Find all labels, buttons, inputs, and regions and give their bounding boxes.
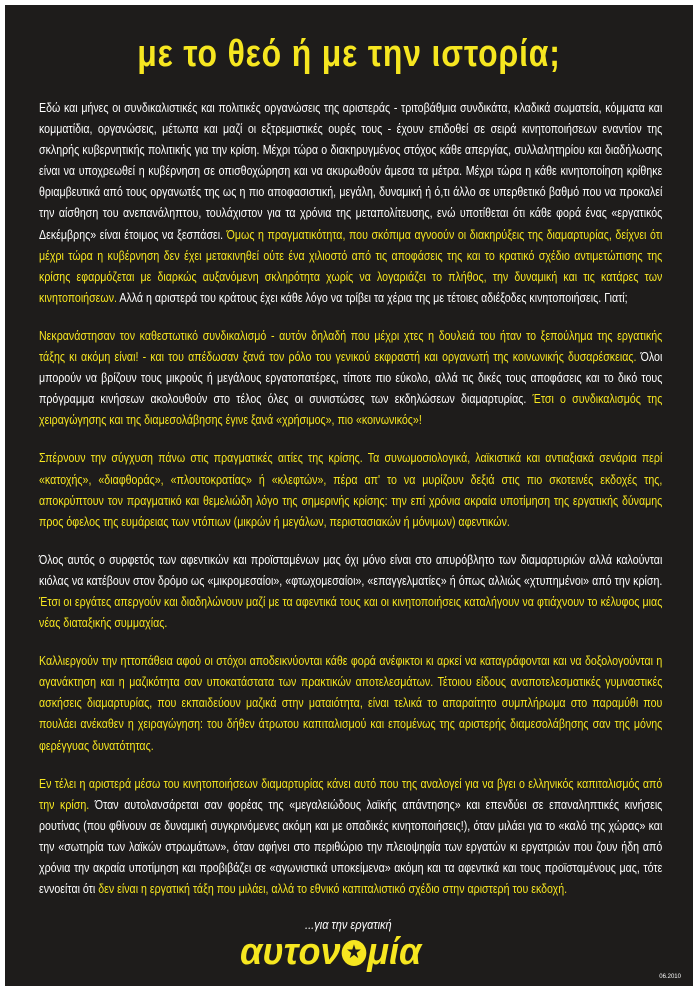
paragraph-text: Όταν αυτολανσάρεται σαν φορέας της «μεγαλειώδους λαϊκής απάντησης» και επενδύει σε επαναληπτικές κινήσεις ρουτίνας (που φθίνουν σε δυναμική συγκρινόμενες ακόμη και με οπαδικές κινητοποιήσεις!), όταν μιλάει για το «καλό της χώρας» και την «σωτηρία των λαϊκών στρωμάτων», όταν αφήνει στο περιθώριο την πλειοψηφία των εργατών κι εργατριών που ζουν ήδη από χρόνια την ακραία υποτίμηση και προβιβάζει σε «αγωνιστικά υποκείμενα» ακόμη και τα αφεντικά και τους προϊσταμένους μας, τότε εννοείται ότι	[39, 796, 663, 897]
paragraph-highlight: Όμως η πραγματικότητα, που σκόπιμα αγνοούν οι διακηρύξεις της διαμαρτυρίας, δείχνει ότι μέχρι τώρα η κυβέρνηση δεν έχει μετακινηθεί ούτε ένα χιλιοστό από τις αποφάσεις της και το κρατικό σχέδιο αντιμετώπισης της κρίσης εφαρμόζεται με διαρκώς αυξανόμενη σκληρότητα χωρίς να λογαριάζει το πλήθος, την δυναμική και τις κατάρες των κινητοποιήσεων.	[39, 226, 663, 305]
logo-text-end: μία	[367, 931, 422, 973]
paragraph-highlight: Έτσι οι εργάτες απεργούν και διαδηλώνουν μαζί με τα αφεντικά τους και οι κινητοποιήσεις καταλήγουν να φτιάχνουν το κέλυφος μιας νέας διαταξικής συμμαχίας.	[39, 593, 663, 631]
star-icon	[342, 940, 367, 966]
poster	[5, 5, 693, 986]
paragraph-1	[39, 97, 662, 308]
poster-title: με το θεό ή με την ιστορία;	[137, 33, 561, 75]
paragraph-6	[39, 773, 662, 900]
article-body	[39, 97, 662, 916]
logo-text-start: αυτον	[240, 931, 341, 973]
paragraph-highlight: Καλλιεργούν την ηττοπάθεια αφού οι στόχοι αποδεικνύονται κάθε φορά ανέφικτοι κι αρκεί να καταγράφονται και να δοξολογούνται η αγανάκτηση και η μαζικότητα σαν υποκατάστατα των πρακτικών αποτελεσμάτων. Τέτοιου είδους αναποτελεσματικές γυμναστικές ασκήσεις διαμαρτυρίας, που εκπαιδεύουν μαζικά στην ματαιότητα, είναι τελικά το απαραίτητο συμπλήρωμα στο παραμύθι που πουλάει ανέκαθεν η χειραγώγηση: του δήθεν άτρωτου καπιταλισμού και επομένως της αριστερής διαμεσολάβησης σαν της μόνης φερέγγυας δυνατότητας.	[39, 653, 663, 753]
autonomia-logo	[240, 931, 421, 974]
paragraph-text: Όλος αυτός ο συρφετός των αφεντικών και προϊσταμένων μας όχι μόνο είναι στο απυρόβλητο των διαμαρτυριών αλλά καλούνται κιόλας να κατέβουν στον δρόμο ως «μικρομεσαίοι», «φτωχομεσαίοι», «επαγγελματίες» ή όπως αλλιώς «χτυπημένοι» από την κρίση.	[39, 551, 663, 588]
paragraph-5	[39, 650, 662, 755]
paragraph-4	[39, 549, 662, 633]
footer-tagline: ...για την εργατική	[305, 917, 392, 932]
paragraph-highlight: Έτσι ο συνδικαλισμός της χειραγώγησης και της διαμεσολάβησης έγινε ξανά «χρήσιμος», πιο «κοινωνικός»!	[39, 391, 663, 428]
paragraph-highlight: δεν είναι η εργατική τάξη που μιλάει, αλλά το εθνικό καπιταλιστικό σχέδιο στην αριστερή του εκδοχή.	[98, 881, 568, 897]
paragraph-text: Αλλά η αριστερά του κράτους έχει κάθε λόγο να τρίβει τα χέρια της με τέτοιες αδιέξοδες κινητοποιήσεις. Γιατί;	[116, 289, 628, 305]
print-date: 06.2010	[659, 974, 681, 980]
paragraph-highlight: Νεκρανάστησαν τον καθεστωτικό συνδικαλισμό - αυτόν δηλαδή που μέχρι χτες η δουλειά του ήταν το ξεπούλημα της εργατικής τάξης κι ακόμη είναι! - και του απέδωσαν ξανά τον ρόλο του γενικού εκφραστή και οργανωτή της κοινωνικής δυσαρέσκειας.	[39, 327, 663, 365]
paragraph-text: Εδώ και μήνες οι συνδικαλιστικές και πολιτικές οργανώσεις της αριστεράς - τριτοβάθμια συνδικάτα, κλαδικά σωματεία, κόμματα και κομματίδια, οργανώσεις, μέτωπα και μαζί οι εξτρεμιστικές ουρές τους - έχουν επιδοθεί σε σειρά κινητοποιήσεων εναντίον της σκληρής κυβερνητικής πολιτικής για την κρίση. Μέχρι τώρα ο διακηρυγμένος στόχος κάθε απεργίας, συλλαλητηρίου και διαδήλωσης είναι να υποχρεωθεί η κυβέρνηση σε οπισθοχώρηση και να ακυρωθούν άμεσα τα μέτρα. Μέχρι τώρα η κάθε κινητοποίηση κρίθηκε θριαμβευτικά από τους οργανωτές της ως η πιο αποφασιστική, μεγάλη, δυναμική ή ό,τι άλλο σε υπερθετικό βαθμό που να προκαλεί την αίσθηση του ανεπανάληπτου, τουλάχιστον για τα χρόνια της μεταπολίτευσης, ενώ υποτίθεται ότι κάθε φορά ένας «εργατικός Δεκέμβρης» είναι έτοιμος να ξεσπάσει.	[39, 100, 663, 242]
paragraph-highlight: Σπέρνουν την σύγχυση πάνω στις πραγματικές αιτίες της κρίσης. Τα συνωμοσιολογικά, λαϊκιστικά και αντιαξιακά σενάρια περί «κατοχής», «διαφθοράς», «πλουτοκρατίας» ή «κλεφτών», πέρα απ' το να μυρίζουν δεξιά στις πιο σκοτεινές εκδοχές της, αποκρύπτουν τον πραγματικό και θεμελιώδη λόγο της σημερινής κρίσης: την επί χρόνια ακραία υποτίμηση της εργατικής δύναμης προς όφελος της ευμάρειας των ντόπιων (μικρών ή μεγάλων, περιστασιακών ή μόνιμων) αφεντικών.	[39, 450, 663, 529]
paragraph-highlight: Εν τέλει η αριστερά μέσω του κινητοποιήσεων διαμαρτυρίας κάνει αυτό που της αναλογεί για να βγει ο ελληνικός καπιταλισμός από την κρίση.	[39, 775, 663, 812]
paragraph-text: Όλοι μπορούν να βρίζουν τους μικρούς ή μεγάλους εργατοπατέρες, τίποτε πιο εύκολο, αλλά τις δικές τους αποφάσεις και το δικό τους πρόγραμμα κινήσεων ακολουθούν στο τέλος όλες οι συνιστώσες των εκδηλώσεων διαμαρτυρίας.	[39, 349, 663, 407]
paragraph-3	[39, 447, 662, 531]
paragraph-2	[39, 325, 662, 430]
